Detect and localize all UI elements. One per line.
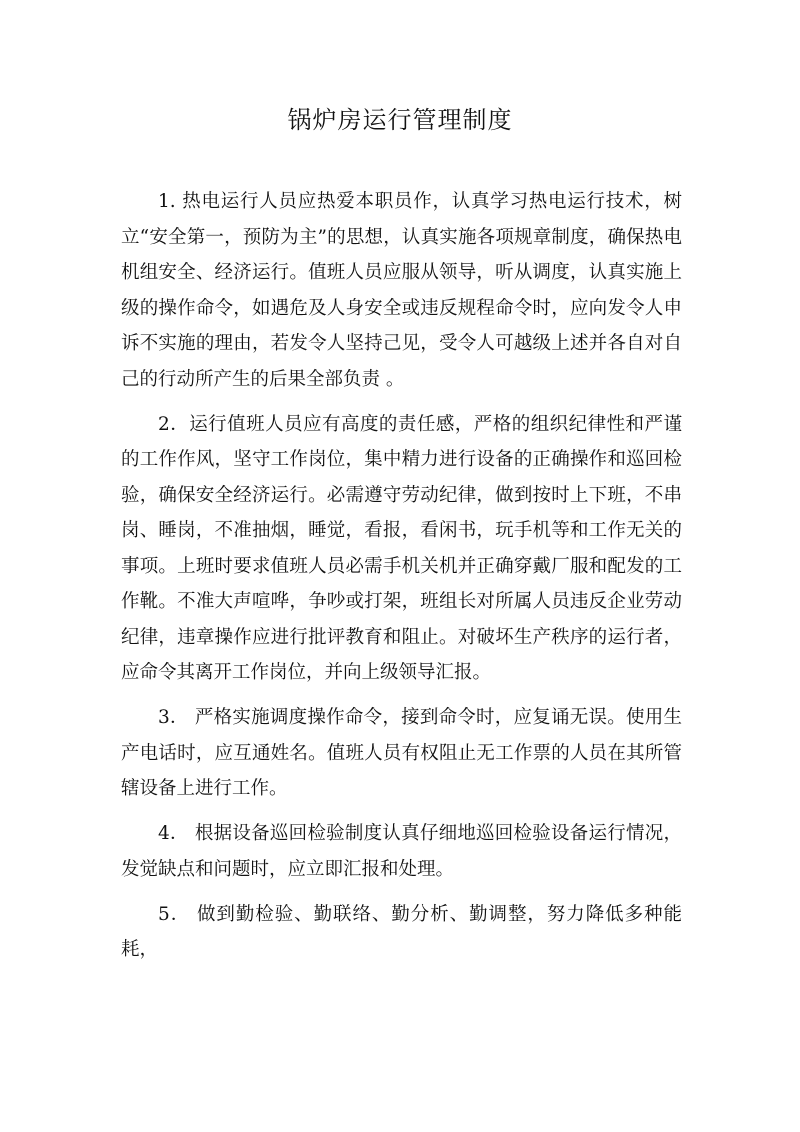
paragraph-2: 2．运行值班人员应有高度的责任感，严格的组织纪律性和严谨的工作作风，坚守工作岗位，集中精力进行设备的正确操作和巡回检验，确保安全经济运行。必需遵守劳动纪律，做到按时上下班，不串岗、睡岗，不准抽烟，睡觉，看报，看闲书，玩手机等和工作无关的事项。上班时要求值班人员必需手机关机并正确穿戴厂服和配发的工作靴。不准大声喧哗，争吵或打架，班组长对所属人员违反企业劳动纪律，违章操作应进行批评教育和阻止。对破坏生产秩序的运行者，应命令其离开工作岗位，并向上级领导汇报。	[121, 413, 682, 683]
document-body	[121, 184, 682, 977]
paragraph-5: 5． 做到勤检验、勤联络、勤分析、勤调整，努力降低多种能耗，	[121, 903, 682, 960]
document-title: 锅炉房运行管理制度	[287, 106, 513, 134]
paragraph-1: 1. 热电运行人员应热爱本职员作，认真学习热电运行技术，树立“安全第一，预防为主”的思想，认真实施各项规章制度，确保热电机组安全、经济运行。值班人员应服从领导，听从调度，认真实施上级的操作命令，如遇危及人身安全或违反规程命令时，应向发令人申诉不实施的理由，若发令人坚持己见，受令人可越级上述并各自对自己的行动所产生的后果全部负责 。	[121, 191, 682, 390]
paragraph-3: 3． 严格实施调度操作命令，接到命令时，应复诵无误。使用生产电话时，应互通姓名。值班人员有权阻止无工作票的人员在其所管辖设备上进行工作。	[121, 707, 682, 799]
paragraph-4: 4． 根据设备巡回检验制度认真仔细地巡回检验设备运行情况，发觉缺点和问题时，应立即汇报和处理。	[121, 823, 682, 880]
